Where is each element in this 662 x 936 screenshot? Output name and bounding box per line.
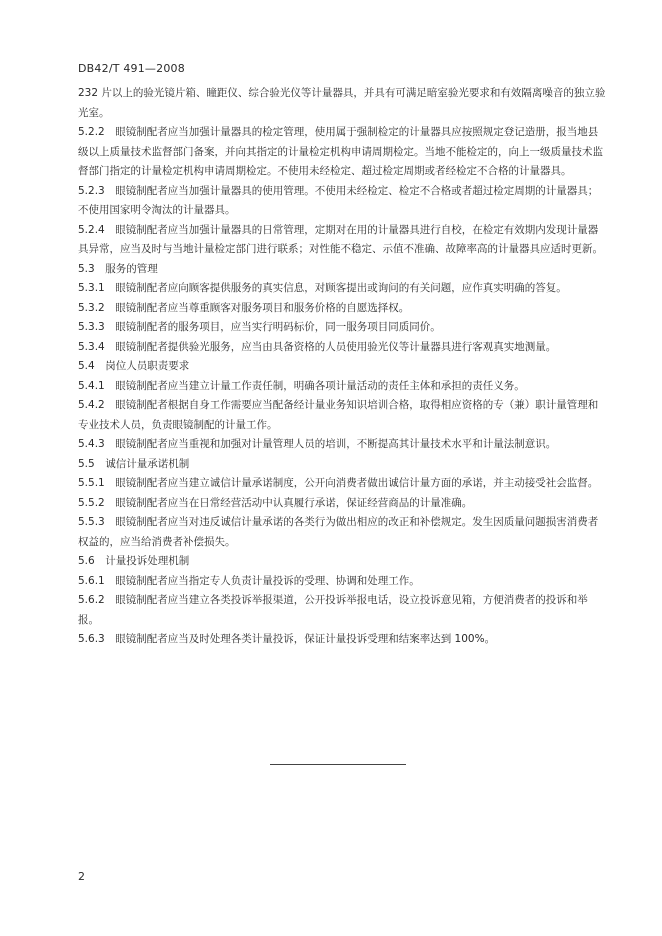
clause-5-5-3: 5.5.3 眼镜制配者应当对违反诚信计量承诺的各类行为做出相应的改正和补偿规定。发生因质量问题损害消费者权益的，应当给消费者补偿损失。 [78, 516, 599, 548]
paragraph-5-2-1-continued: 232 片以上的验光镜片箱、瞳距仪、综合验光仪等计量器具，并具有可满足暗室验光要求和有效隔离噪音的独立验光室。 [78, 87, 606, 119]
section-heading-5-4: 5.4 岗位人员职责要求 [78, 360, 190, 372]
clause-5-3-2: 5.3.2 眼镜制配者应当尊重顾客对服务项目和服务价格的自愿选择权。 [78, 301, 410, 314]
clause-5-2-2: 5.2.2 眼镜制配者应当加强计量器具的检定管理，使用属于强制检定的计量器具应按照规定登记造册，报当地县级以上质量技术监督部门备案，并向其指定的计量检定机构申请周期检定。当地不能检定的，向上一级质量技术监督部门指定的计量检定机构申请周期检定。不使用未经检定、超过检定周期或者经检定不合格的计量器具。 [78, 126, 603, 177]
clause-5-4-2: 5.4.2 眼镜制配者根据自身工作需要应当配备经计量业务知识培训合格，取得相应资格的专（兼）职计量管理和专业技术人员，负责眼镜制配的计量工作。 [78, 399, 599, 431]
section-heading-5-5: 5.5 诚信计量承诺机制 [78, 457, 190, 470]
clause-5-2-4: 5.2.4 眼镜制配者应当加强计量器具的日常管理，定期对在用的计量器具进行自校，在检定有效期内发现计量器具异常，应当及时与当地计量检定部门进行联系；对性能不稳定、示值不准确、故障率高的计量器具应适时更新。 [78, 223, 603, 255]
clause-5-4-3: 5.4.3 眼镜制配者应当重视和加强对计量管理人员的培训，不断提高其计量技术水平和计量法制意识。 [78, 438, 557, 450]
clause-5-4-1: 5.4.1 眼镜制配者应当建立计量工作责任制，明确各项计量活动的责任主体和承担的责任义务。 [78, 379, 525, 392]
clause-5-2-3: 5.2.3 眼镜制配者应当加强计量器具的使用管理。不使用未经检定、检定不合格或者超过检定周期的计量器具；不使用国家明令淘汰的计量器具。 [78, 184, 599, 216]
document-id-header: DB42/T 491—2008 [78, 62, 185, 75]
clause-5-5-1: 5.5.1 眼镜制配者应当建立诚信计量承诺制度，公开向消费者做出诚信计量方面的承诺，并主动接受社会监督。 [78, 477, 599, 489]
clause-5-6-2: 5.6.2 眼镜制配者应当建立各类投诉举报渠道，公开投诉举报电话，设立投诉意见箱，方便消费者的投诉和举报。 [78, 594, 588, 626]
section-heading-5-6: 5.6 计量投诉处理机制 [78, 555, 190, 567]
section-heading-5-3: 5.3 服务的管理 [78, 262, 158, 275]
clause-5-3-4: 5.3.4 眼镜制配者提供验光服务，应当由具备资格的人员使用验光仪等计量器具进行客观真实地测量。 [78, 340, 557, 353]
document-body [78, 84, 608, 650]
page-number: 2 [78, 870, 85, 883]
clause-5-3-1: 5.3.1 眼镜制配者应向顾客提供服务的真实信息，对顾客提出或询问的有关问题，应作真实明确的答复。 [78, 282, 567, 294]
clause-5-6-3: 5.6.3 眼镜制配者应当及时处理各类计量投诉，保证计量投诉受理和结案率达到 100%。 [78, 633, 496, 645]
clause-5-6-1: 5.6.1 眼镜制配者应当指定专人负责计量投诉的受理、协调和处理工作。 [78, 574, 420, 587]
clause-5-3-3: 5.3.3 眼镜制配者的服务项目，应当实行明码标价，同一服务项目同质同价。 [78, 321, 441, 333]
clause-5-5-2: 5.5.2 眼镜制配者应当在日常经营活动中认真履行承诺，保证经营商品的计量准确。 [78, 496, 473, 509]
end-of-document-rule [270, 764, 406, 765]
